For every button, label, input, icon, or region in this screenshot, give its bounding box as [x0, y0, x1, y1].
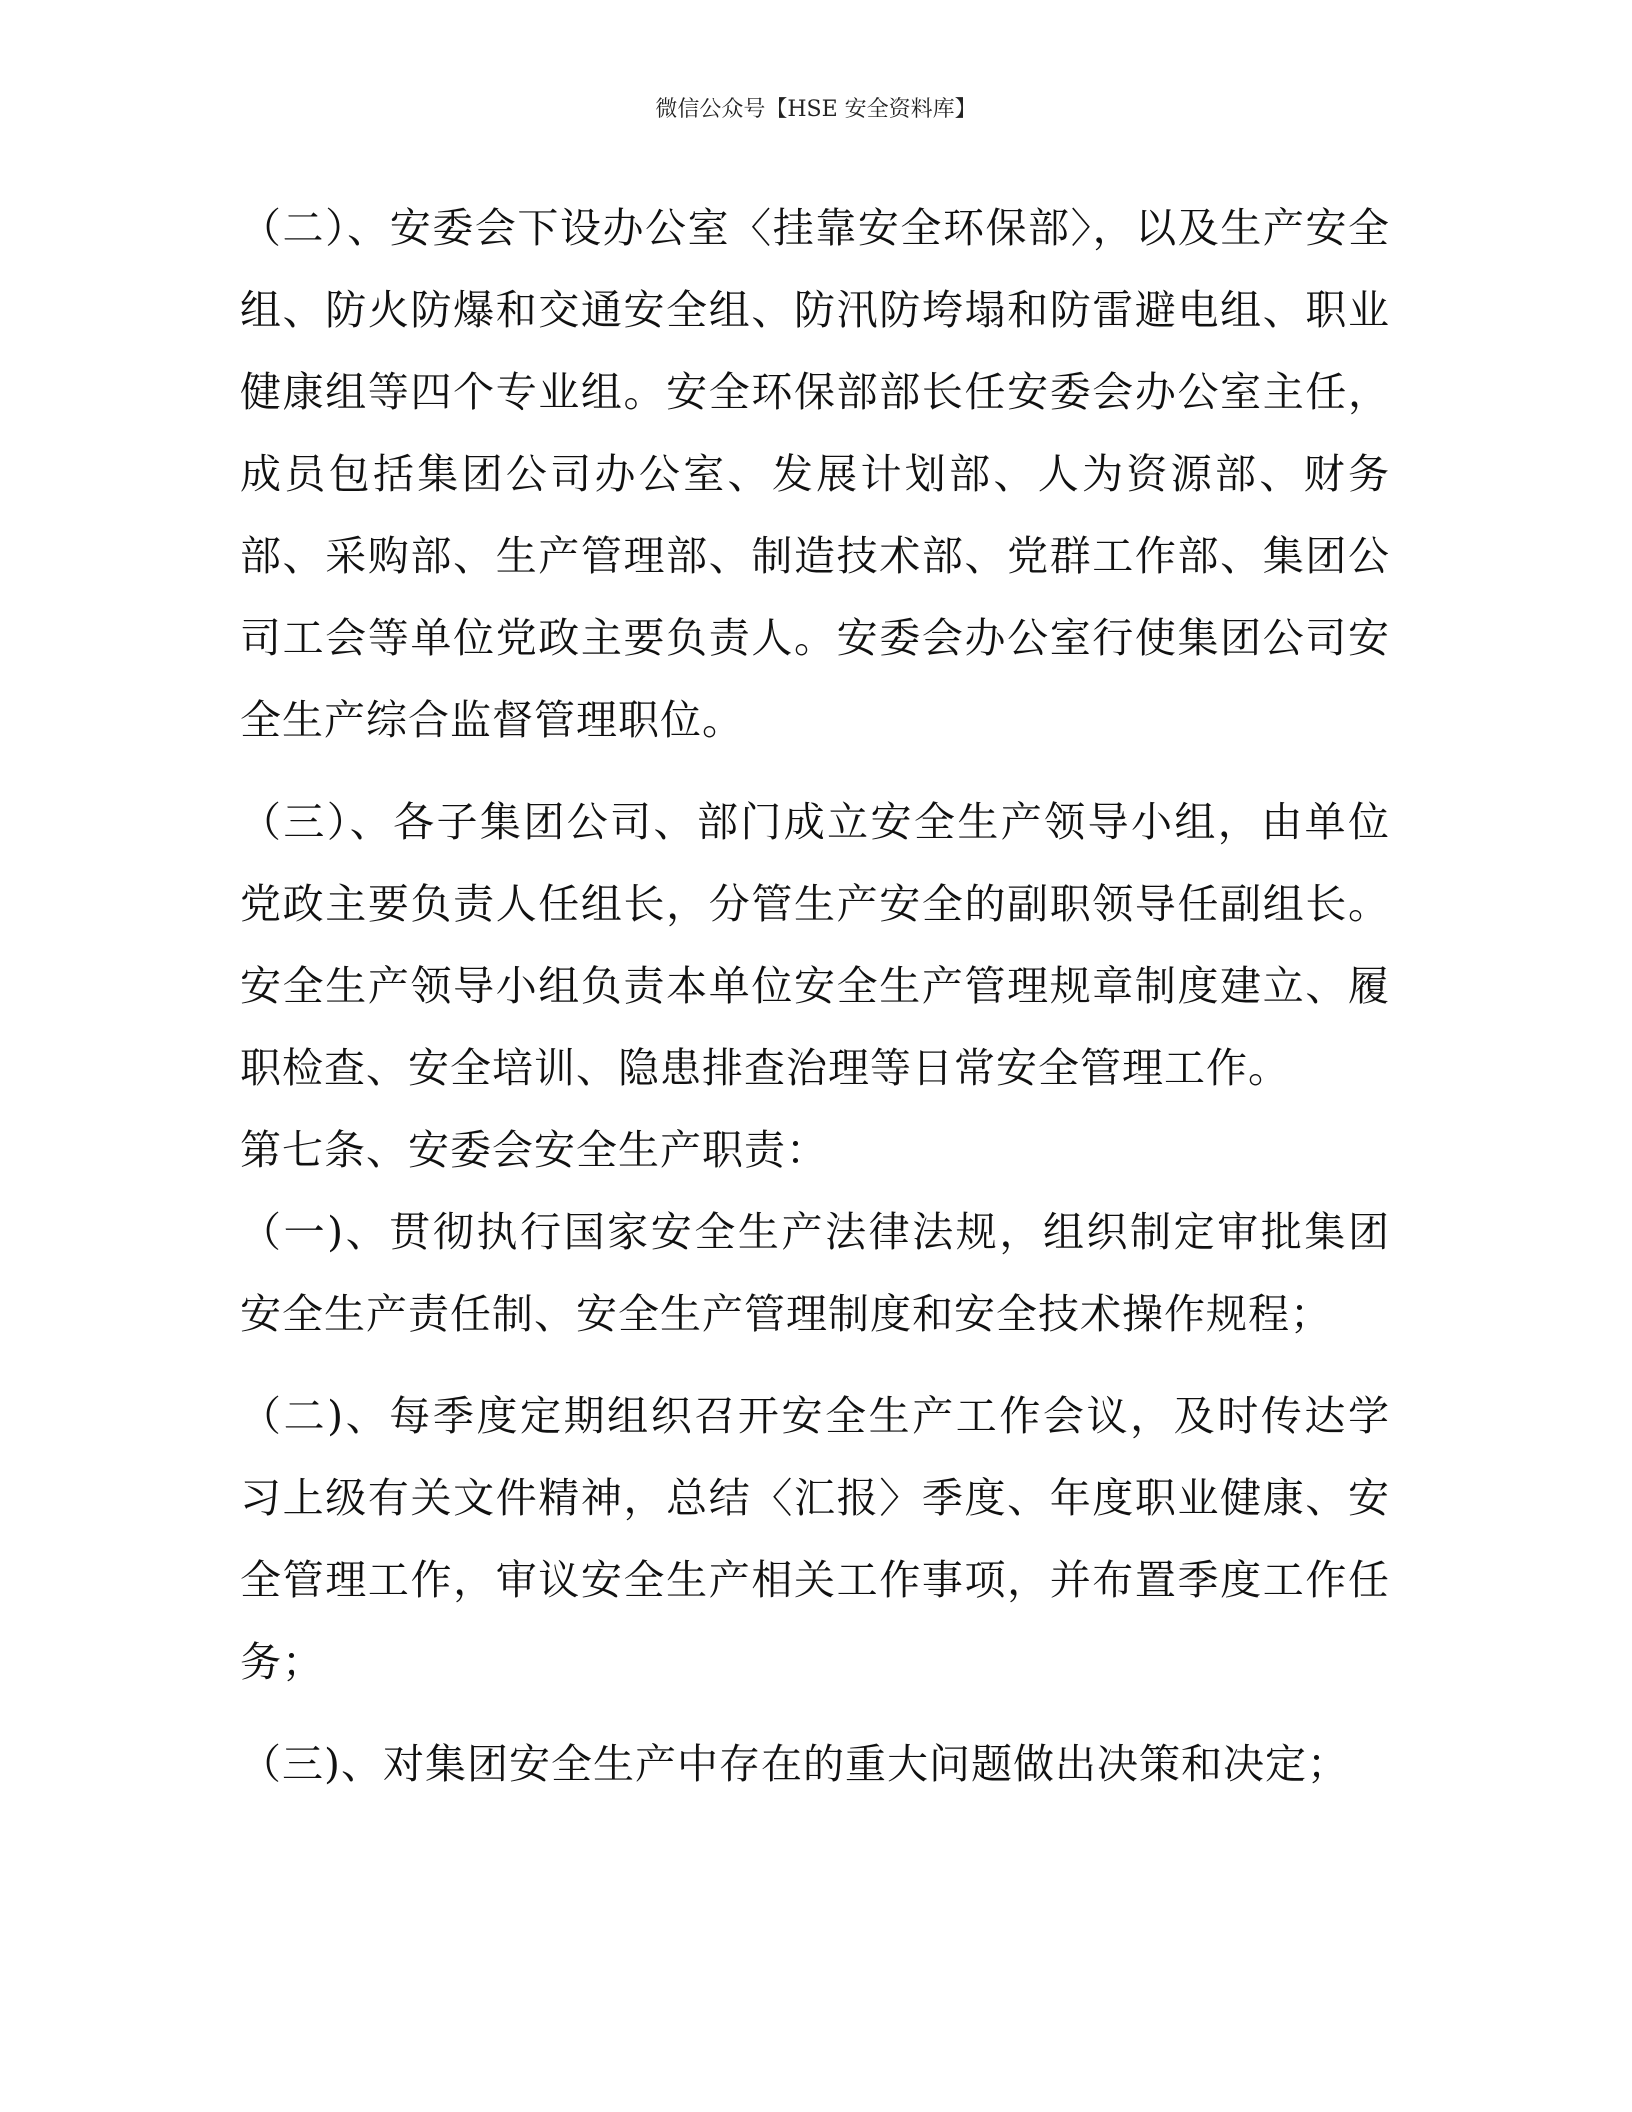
paragraph-article-7: 第七条、安委会安全生产职责： — [240, 1126, 828, 1174]
paragraph-duty-3: （三)、对集团安全生产中存在的重大问题做出决策和决定； — [240, 1740, 1349, 1788]
paragraph-2-office: （二）、安委会下设办公室〈挂靠安全环保部〉，以及生产安全组、防火防爆和交通安全组、防汛防垮塌和防雷避电组、职业健康组等四个专业组。安全环保部部长任安委会办公室主任，成员包括集团公司办公室、发展计划部、人为资源部、财务部、采购部、生产管理部、制造技术部、党群工作部、集团公司工会等单位党政主要负责人。安委会办公室行使集团公司安全生产综合监督管理职位。 — [240, 204, 1390, 744]
document-body — [240, 187, 1390, 1805]
page-header: 微信公众号【HSE 安全资料库】 — [655, 97, 977, 122]
paragraph-duty-1: （一)、贯彻执行国家安全生产法律法规，组织制定审批集团安全生产责任制、安全生产管理制度和安全技术操作规程； — [240, 1208, 1390, 1338]
paragraph-duty-2: （二)、每季度定期组织召开安全生产工作会议，及时传达学习上级有关文件精神，总结〈汇报〉季度、年度职业健康、安全管理工作，审议安全生产相关工作事项，并布置季度工作任务； — [240, 1392, 1390, 1686]
paragraph-3-subsidiary: （三）、各子集团公司、部门成立安全生产领导小组，由单位党政主要负责人任组长，分管生产安全的副职领导任副组长。安全生产领导小组负责本单位安全生产管理规章制度建立、履职检查、安全培训、隐患排查治理等日常安全管理工作。 — [240, 798, 1390, 1092]
